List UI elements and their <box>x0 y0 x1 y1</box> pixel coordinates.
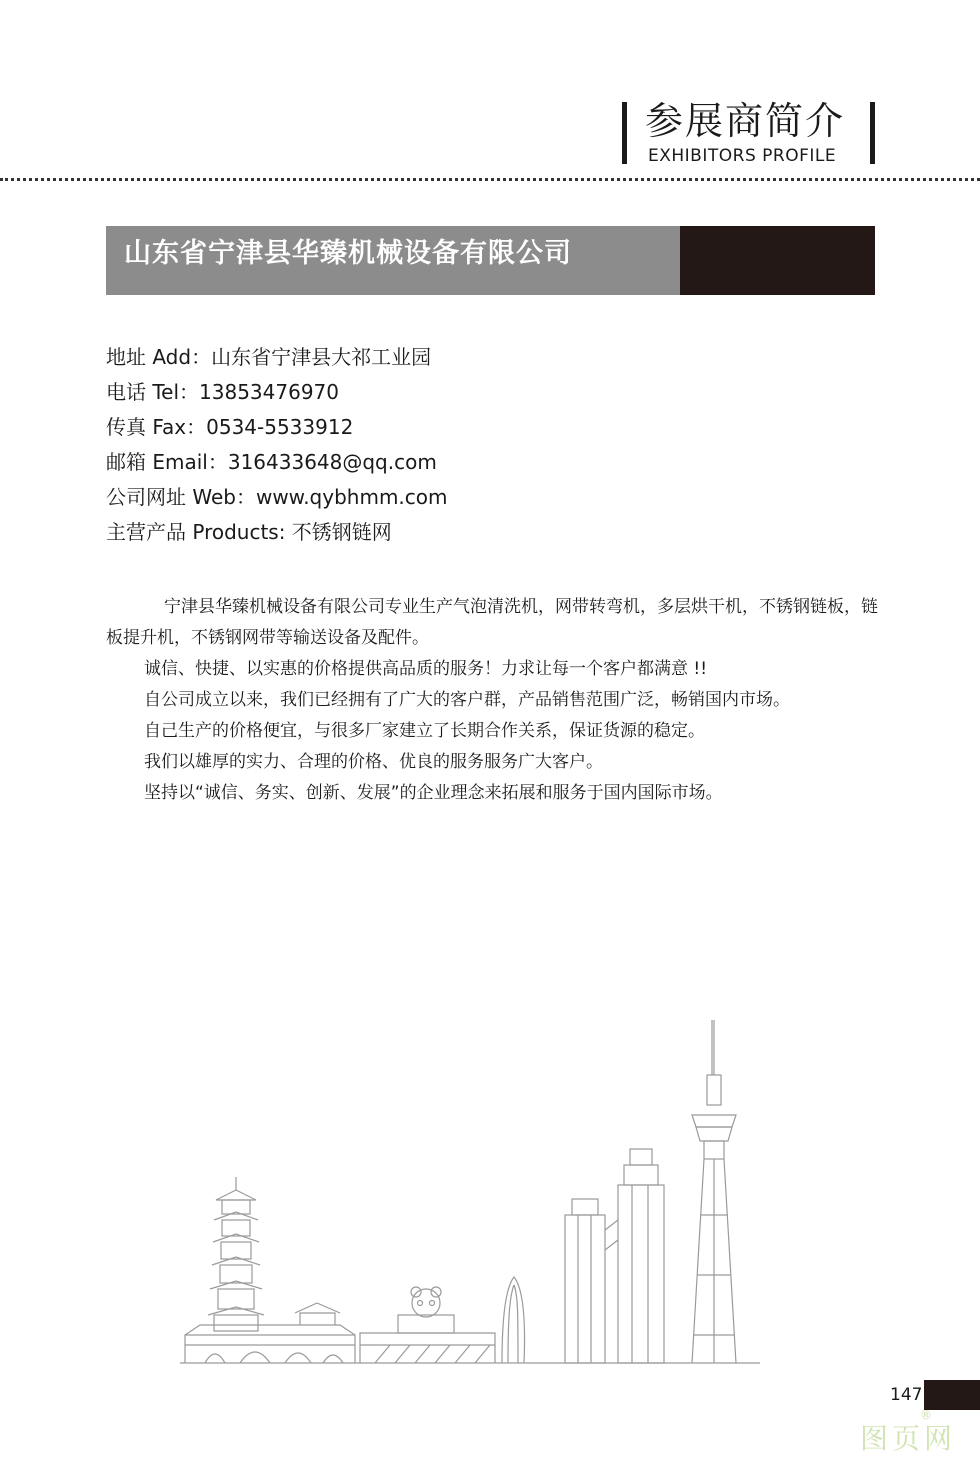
contact-products: 主营产品 Products: 不锈钢链网 <box>106 520 392 544</box>
intro-paragraph: 宁津县华臻机械设备有限公司专业生产气泡清洗机，网带转弯机，多层烘干机，不锈钢链板，链板提升机，不锈钢网带等输送设备及配件。 <box>106 597 878 648</box>
twin-skyscrapers-drawing <box>565 1149 664 1363</box>
city-skyline-illustration <box>180 1015 760 1370</box>
intro-paragraph: 自公司成立以来，我们已经拥有了广大的客户群，产品销售范围广泛，畅销国内市场。 <box>144 690 790 710</box>
page-number-tab <box>924 1380 980 1410</box>
intro-paragraph: 自己生产的价格便宜，与很多厂家建立了长期合作关系，保证货源的稳定。 <box>144 721 705 741</box>
watermark-text: 图页网 <box>860 1422 957 1455</box>
intro-paragraph: 坚持以“诚信、务实、创新、发展”的企业理念来拓展和服务于国内国际市场。 <box>144 783 723 803</box>
page-title: 参展商简介 <box>645 99 846 143</box>
intro-paragraph: 诚信、快捷、以实惠的价格提供高品质的服务！力求让每一个客户都满意 !! <box>144 659 708 679</box>
dotted-divider <box>0 178 980 181</box>
page-subtitle: EXHIBITORS PROFILE <box>648 146 837 166</box>
contact-fax: 传真 Fax：0534-5533912 <box>106 415 354 439</box>
contact-email: 邮箱 Email：316433648@qq.com <box>106 450 437 474</box>
company-name: 山东省宁津县华臻机械设备有限公司 <box>124 238 572 269</box>
header-right-bar <box>870 102 875 164</box>
contact-info <box>106 340 448 550</box>
company-banner-dark <box>680 226 875 295</box>
company-banner <box>106 226 875 295</box>
pagoda-drawing <box>208 1177 264 1331</box>
header-left-bar <box>622 102 627 164</box>
twisted-tower-drawing <box>502 1277 525 1363</box>
contact-web: 公司网址 Web：www.qybhmm.com <box>106 485 448 509</box>
intro-paragraph: 我们以雄厚的实力、合理的价格、优良的服务服务广大客户。 <box>144 752 603 772</box>
watermark-registered-mark: ® <box>920 1408 932 1422</box>
company-banner-gray <box>106 226 680 295</box>
arch-bridge-drawing <box>185 1303 355 1363</box>
company-intro <box>106 592 880 809</box>
tv-tower-drawing <box>692 1020 736 1363</box>
panda-building-drawing <box>360 1287 495 1363</box>
contact-address: 地址 Add：山东省宁津县大祁工业园 <box>106 345 432 369</box>
contact-tel: 电话 Tel：13853476970 <box>106 380 340 404</box>
page-number: 147 <box>890 1385 923 1405</box>
